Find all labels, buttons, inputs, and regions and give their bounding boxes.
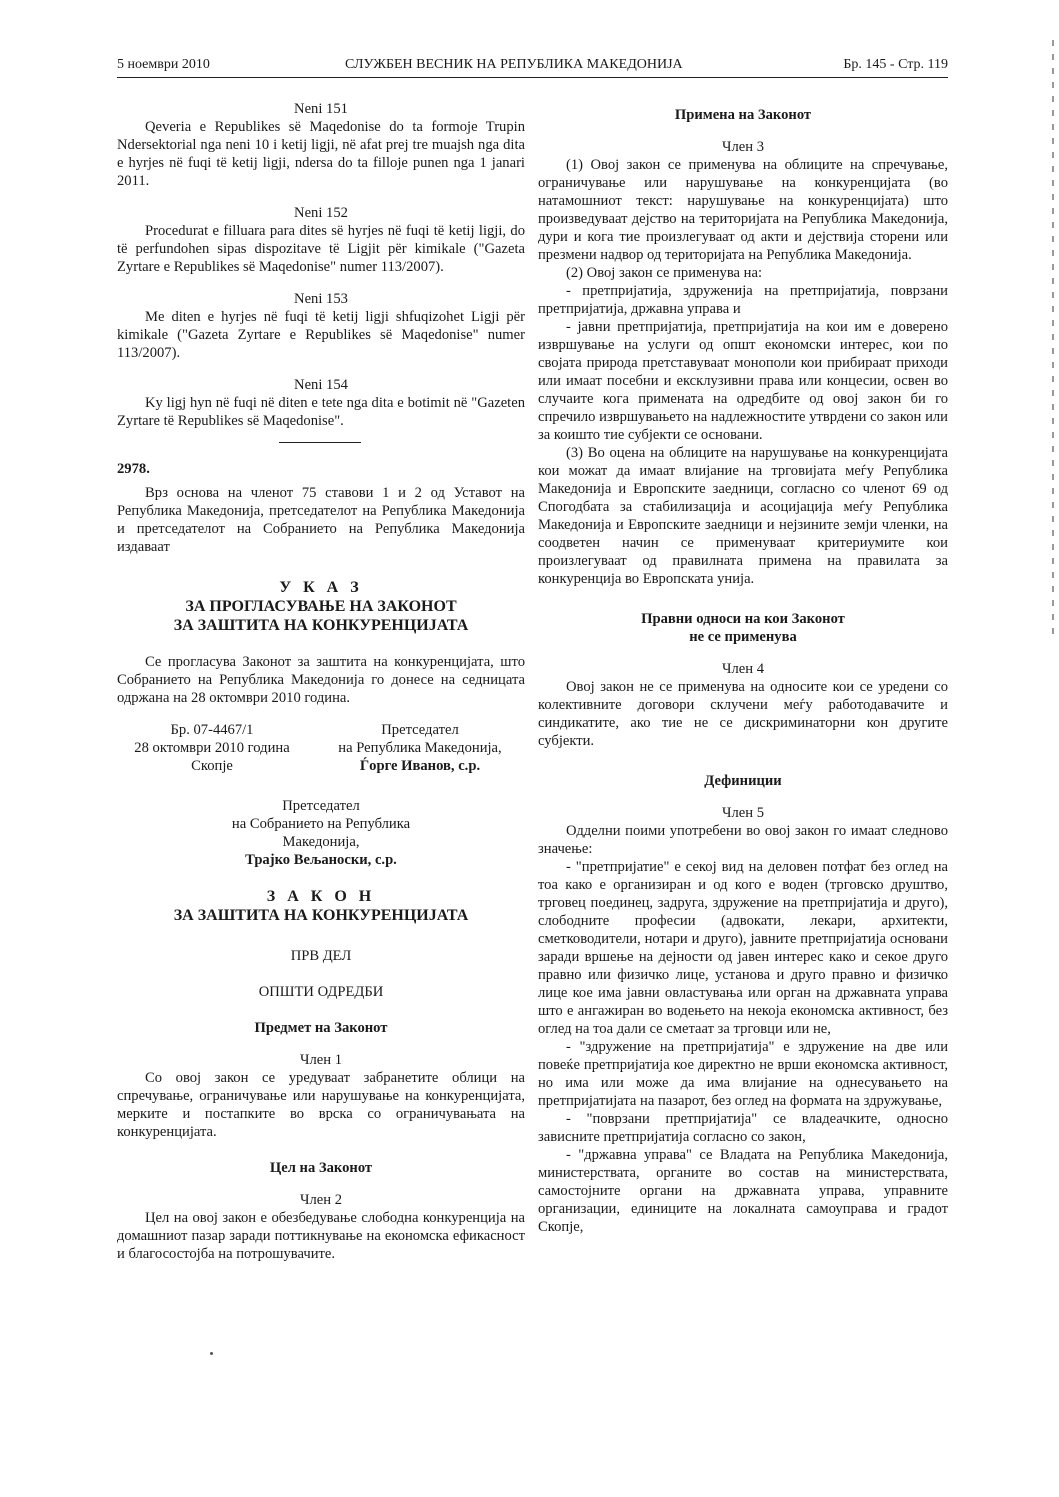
president-of: на Република Македонија, <box>338 740 502 756</box>
issue-page-number: Бр. 145 - Стр. 119 <box>843 57 948 72</box>
signature-block <box>117 721 525 775</box>
scan-speck <box>210 1352 213 1355</box>
relations-heading-line-2: не се применува <box>689 629 797 645</box>
relations-heading: Правни односи на кои Законот <box>641 611 845 627</box>
article-151-title: Neni 151 <box>294 101 348 117</box>
article-5-definition-1: - "претпријатие" е секој вид на деловен потфат без оглед на тоа како е организиран и од кого е воден (трговско друштво, трговец поединец, задруга, здружение на претпријатија и друго), слободните професии (адвокати, лекари, архитекти, сметководители, нотари и друго), јавните претпријатија основани заради вршење на дејности од јавен интерес како и секое друго правно или физичко лице, установа и друго правно и физичко лице кое има јавни овластувања или орган на државната управа што е ангажиран во водењето на некоја економска активност, без оглед на тоа дали се сметаат за трговци или не, <box>538 859 948 1037</box>
article-154-title: Neni 154 <box>294 377 348 393</box>
law-heading-line-2: ЗА ЗАШТИТА НА КОНКУРЕНЦИЈАТА <box>173 907 469 924</box>
application-heading: Примена на Законот <box>674 107 812 123</box>
article-1-text: Со овој закон се уредуваат забранетите облици на спречување, ограничување или нарушување на конкуренцијата, мерките и постапките во врска со ограничувањата на конкуренцијата. <box>117 1070 525 1140</box>
article-5-title: Член 5 <box>722 805 764 821</box>
president-signature <box>315 721 525 775</box>
part-heading: ПРВ ДЕЛ <box>290 948 352 964</box>
article-151-text: Qeveria e Republikes së Maqedonise do ta formoje Trupin Ndersektorial nga neni 10 i ketij ligji, në afat prej tre muajsh nga dita e hyrjes në fuqi të ketij ligji, ndersa do ta filloje punen nga 1 janari 2011. <box>117 119 525 189</box>
article-3-paragraph-2: (2) Овој закон се применува на: <box>566 265 763 281</box>
issue-date: 5 ноември 2010 <box>117 57 210 72</box>
page-header <box>117 55 948 78</box>
scan-edge <box>1052 40 1054 640</box>
article-153-title: Neni 153 <box>294 291 348 307</box>
decree-heading-line-3: ЗА ЗАШТИТА НА КОНКУРЕНЦИЈАТА <box>173 617 469 634</box>
article-3-title: Член 3 <box>722 139 764 155</box>
divider-line <box>279 442 361 443</box>
publication-title: СЛУЖБЕН ВЕСНИК НА РЕПУБЛИКА МАКЕДОНИЈА <box>345 57 683 72</box>
right-column <box>538 100 948 1236</box>
proclamation-text: Се прогласува Законот за заштита на конкуренцијата, што Собранието на Република Македонија го донесе на седницата одржана на 28 октомври 2010 година. <box>117 654 525 706</box>
left-column <box>117 100 525 1263</box>
signature-city: Скопје <box>191 758 233 774</box>
law-heading: З А К О Н <box>266 888 376 905</box>
president-title: Претседател <box>381 722 459 738</box>
speaker-name: Трајко Вељаноски, с.р. <box>245 852 397 868</box>
decree-heading: У К А З <box>279 579 363 596</box>
speaker-title: Претседател <box>282 798 360 814</box>
general-provisions-heading: ОПШТИ ОДРЕДБИ <box>258 984 384 1000</box>
article-153-text: Me diten e hyrjes në fuqi të ketij ligji shfuqizohet Ligji për kimikale ("Gazeta Zyrtare e Republikes së Maqedonise" numer 113/2007). <box>117 309 525 361</box>
section-divider <box>117 448 525 456</box>
article-3-bullet-1: - претпријатија, здруженија на претпријатија, поврзани претпријатија, државна управа и <box>538 283 948 317</box>
definitions-heading: Дефиниции <box>704 773 782 789</box>
reference-number: Бр. 07-4467/1 <box>170 722 254 738</box>
article-1-title: Член 1 <box>300 1052 342 1068</box>
document-number: 2978. <box>117 461 150 477</box>
article-3-paragraph-1: (1) Овој закон се применува на облиците на спречување, ограничување или нарушување на конкуренцијата (во натамошниот текст: нарушување на конкуренцијата) што произведуваат дејство на територијата на Република Македонија, дури и кога тие произлегуваат од акти и дејствија сторени или презмени надвор од територијата на Република Македонија. <box>538 157 948 263</box>
article-152-text: Procedurat e filluara para dites së hyrjes në fuqi të ketij ligji, do të perfundohen sipas dispozitave të Ligjit për kimikale ("Gazeta Zyrtare e Republikes së Maqedonise" numer 113/2007). <box>117 223 525 275</box>
article-5-definition-2: - "здружение на претпријатија" е здружение на две или повеќе претпријатија кое директно не врши економска активност, но има или може да има влијание на однесувањето на претпријатијата на пазарот, без оглед на формата на здружување, <box>538 1039 948 1109</box>
signature-reference <box>117 721 307 775</box>
article-5-definition-4: - "државна управа" се Владата на Република Македонија, министерствата, органите во состав на министерствата, самостојните органи на државната управа, управните организации, единиците на локалната самоуправа и градот Скопје, <box>538 1147 948 1235</box>
decree-preamble: Врз основа на членот 75 ставови 1 и 2 од Уставот на Република Македонија, претседателот на Република Македонија и претседателот на Собранието на Република Македонија издаваат <box>117 485 525 555</box>
article-2-title: Член 2 <box>300 1192 342 1208</box>
speaker-of-line-2: Македонија, <box>282 834 360 850</box>
article-5-definition-3: - "поврзани претпријатија" се владеачките, односно зависните претпријатија согласно со закон, <box>538 1111 948 1145</box>
article-3-bullet-2: - јавни претпријатија, претпријатија на кои им е доверено извршување на услуги од општ економски интерес, кои по својата природа претставуваат монополи кои прибираат приходи или имаат посебни и ексклузивни права или концесии, освен во случаите кога примената на одредбите од овој закон би го спречило извршувањето на надлежностите утврдени со закон или за коишто тие субјекти се основани. <box>538 319 948 443</box>
speaker-signature <box>117 797 525 869</box>
article-5-intro: Одделни поими употребени во овој закон го имаат следново значење: <box>538 823 948 857</box>
signature-date: 28 октомври 2010 година <box>134 740 290 756</box>
article-3-paragraph-3: (3) Во оцена на облиците на нарушување на конкуренцијата кои можат да имаат влијание на трговијата меѓу Република Македонија и Европските заедници, согласно со членот 69 од Спогодбата за стабилизација и асоцијација меѓу Република Македонија и Европските заедници и нејзините земји членки, на соодветен начин се применуваат критериумите кои произлегуваат од правилната примена на правилата за конкуренција во Европската унија. <box>538 445 948 587</box>
article-4-text: Овој закон не се применува на односите кои се уредени со колективните договори склучени меѓу работодавачите и синдикатите, ако тие не се дискриминаторни кон другите субјекти. <box>538 679 948 749</box>
article-2-text: Цел на овој закон е обезбедување слободна конкуренција на домашниот пазар заради поттикнување на економска ефикасност и благосостојба на потрошувачите. <box>117 1210 525 1262</box>
article-154-text: Ky ligj hyn në fuqi në diten e tete nga dita e botimit në "Gazeten Zyrtare të Republikes së Maqedonise". <box>117 395 525 429</box>
article-4-title: Член 4 <box>722 661 764 677</box>
article-152-title: Neni 152 <box>294 205 348 221</box>
decree-heading-line-2: ЗА ПРОГЛАСУВАЊЕ НА ЗАКОНОТ <box>185 598 457 615</box>
subject-heading: Предмет на Законот <box>254 1020 388 1036</box>
president-name: Ѓорге Иванов, с.р. <box>359 758 481 774</box>
aim-heading: Цел на Законот <box>269 1160 373 1176</box>
speaker-of-line-1: на Собранието на Република <box>231 816 411 832</box>
